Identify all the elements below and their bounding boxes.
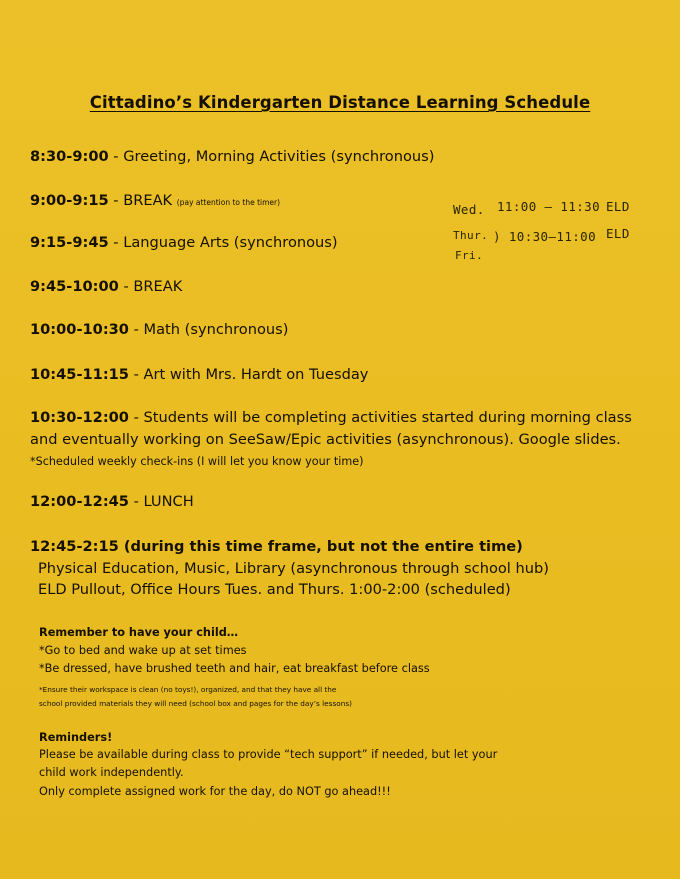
schedule-row-5 (30, 321, 288, 338)
row-separator: - (128, 409, 144, 426)
row-subnote: *Scheduled weekly check-ins (I will let you know your time) (30, 455, 364, 468)
row-time: 10:00-10:30 (30, 321, 129, 338)
reminders-line: Please be available during class to provide “tech support” if needed, but let your (39, 748, 498, 761)
schedule-row-6 (30, 366, 368, 383)
schedule-row-2 (30, 192, 280, 209)
row-time: 12:00-12:45 (30, 493, 129, 510)
row-activity: Art with Mrs. Hardt on Tuesday (143, 366, 369, 383)
handwritten-time-thur: ) 10:30–11:00 (493, 229, 597, 244)
row-note: (pay attention to the timer) (176, 198, 281, 207)
remember-fine-print: *Ensure their workspace is clean (no toys!), organized, and that they have all the (39, 685, 337, 694)
row-separator: - (108, 234, 124, 251)
reminders-heading: Reminders! (39, 731, 113, 744)
handwritten-day-fri: Fri. (455, 249, 484, 262)
schedule-row-4 (30, 278, 182, 295)
row-activity: BREAK (123, 192, 173, 209)
row-activity: Language Arts (synchronous) (123, 234, 338, 251)
row-separator: - (108, 148, 124, 165)
row-time: 9:00-9:15 (30, 192, 109, 209)
row-time: 9:15-9:45 (30, 234, 109, 251)
row-activity: LUNCH (143, 493, 194, 510)
reminders-line: Only complete assigned work for the day, do NOT go ahead!!! (39, 785, 391, 798)
page-title: Cittadino’s Kindergarten Distance Learning Schedule (89, 93, 591, 112)
schedule-row-8 (30, 493, 194, 510)
row-separator: - (128, 493, 144, 510)
remember-item: *Be dressed, have brushed teeth and hair, eat breakfast before class (39, 662, 430, 675)
handwritten-subject-thur: ELD (606, 226, 630, 241)
row-activity: Math (synchronous) (143, 321, 289, 338)
row-separator: - (128, 321, 144, 338)
row-time: 10:30-12:00 (30, 409, 129, 426)
handwritten-day-thur: Thur. (453, 229, 489, 242)
row-time: 10:45-11:15 (30, 366, 129, 383)
schedule-row-7 (30, 409, 632, 426)
row-activity: Greeting, Morning Activities (synchronous) (123, 148, 435, 165)
row-separator: - (108, 192, 124, 209)
row-time: 12:45-2:15 (during this time frame, but not the entire time) (30, 538, 523, 555)
handwritten-time-wed: 11:00 – 11:30 (497, 199, 601, 214)
row-continuation: Physical Education, Music, Library (asynchronous through school hub) (38, 560, 549, 577)
row-continuation-2: ELD Pullout, Office Hours Tues. and Thurs. 1:00-2:00 (scheduled) (38, 581, 511, 598)
row-time: 9:45-10:00 (30, 278, 119, 295)
remember-item: *Go to bed and wake up at set times (39, 644, 247, 657)
reminders-line: child work independently. (39, 766, 184, 779)
row-activity: BREAK (133, 278, 183, 295)
remember-fine-print-2: school provided materials they will need (school box and pages for the day’s lessons) (39, 699, 353, 708)
handwritten-subject-wed: ELD (606, 199, 630, 214)
schedule-row-1 (30, 148, 434, 165)
row-continuation: and eventually working on SeeSaw/Epic activities (asynchronous). Google slides. (30, 431, 621, 448)
row-activity: Students will be completing activities started during morning class (143, 409, 632, 426)
row-separator: - (128, 366, 144, 383)
schedule-row-9 (30, 538, 523, 555)
handwritten-day-wed: Wed. (453, 202, 485, 217)
row-time: 8:30-9:00 (30, 148, 109, 165)
schedule-row-3 (30, 234, 338, 251)
row-separator: - (118, 278, 134, 295)
remember-heading: Remember to have your child… (39, 626, 239, 639)
